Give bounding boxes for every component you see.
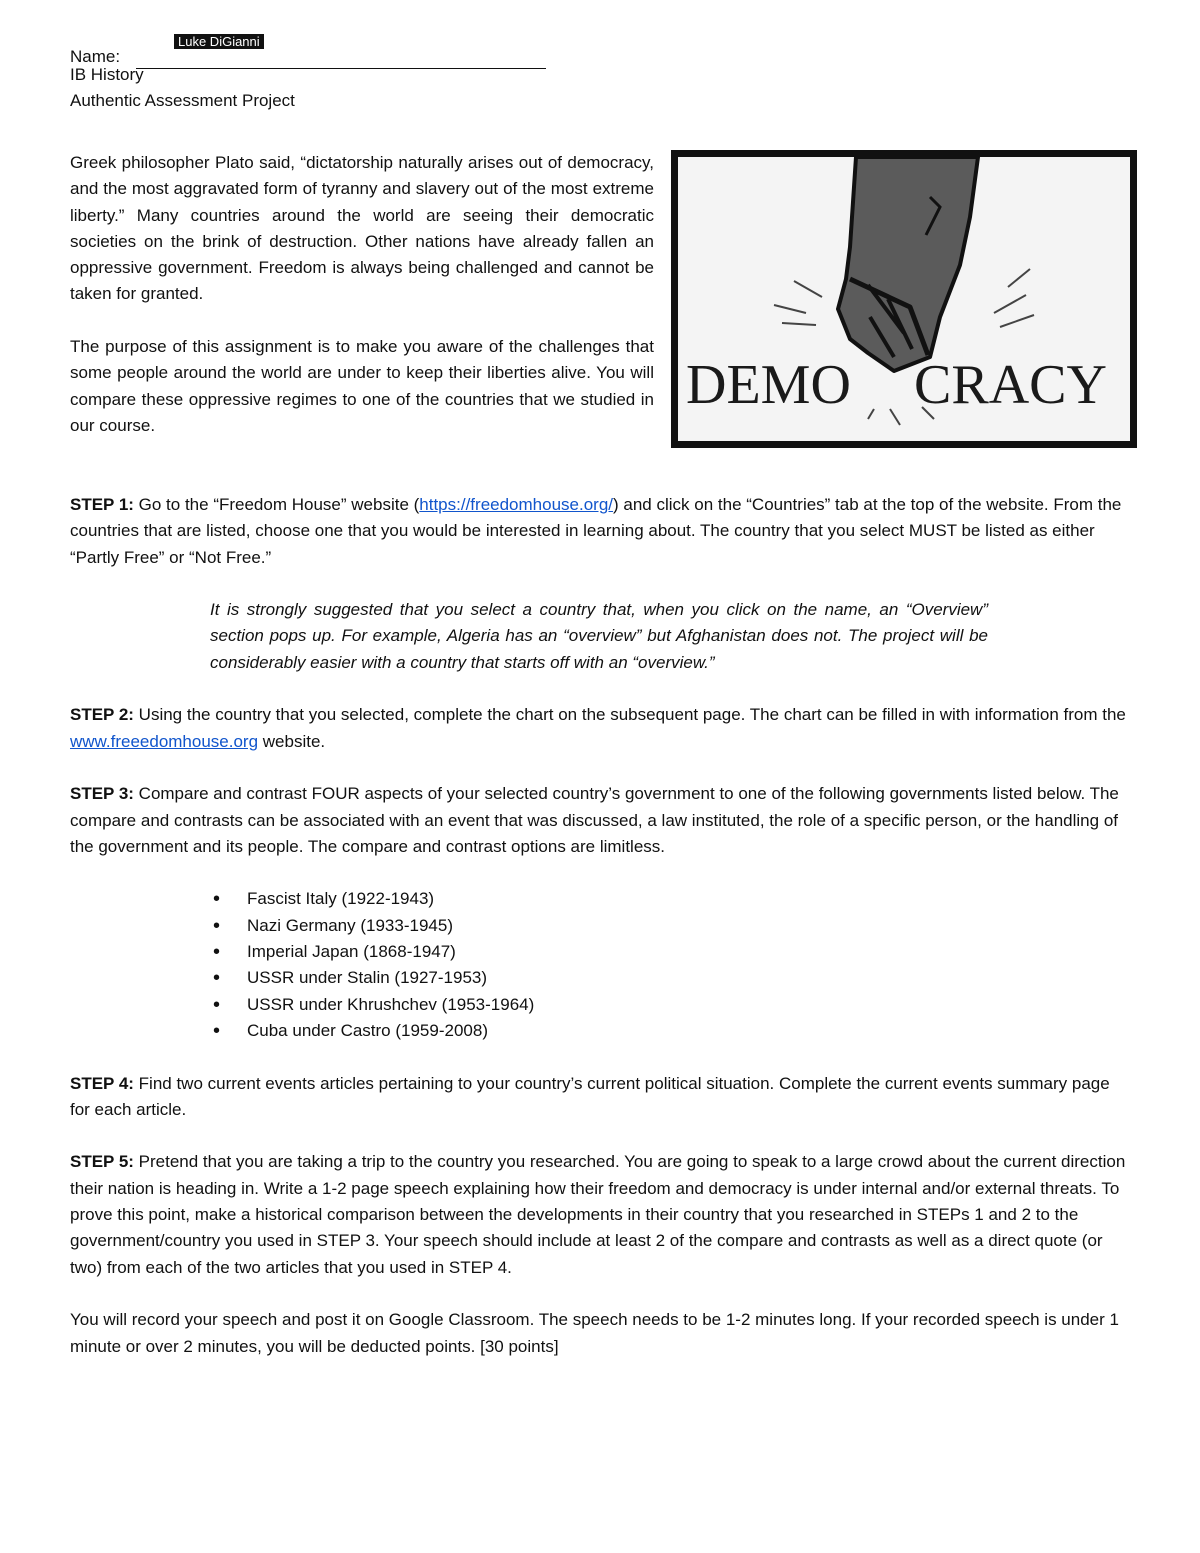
name-underline	[136, 68, 546, 69]
word-cracy: CRACY	[914, 354, 1107, 416]
step5-label: STEP 5:	[70, 1152, 134, 1172]
intro-section	[70, 150, 654, 439]
step3-paragraph	[70, 781, 1130, 860]
step4-text: Find two current events articles pertaining to your country’s current political situation. Complete the current events summary page for each article.	[70, 1073, 1110, 1119]
list-item: • Nazi Germany (1933-1945)	[213, 913, 1130, 939]
step2-text-a: Using the country that you selected, complete the chart on the subsequent page. The chart can be filled in with information from the	[133, 705, 1126, 725]
list-item: • USSR under Khrushchev (1953-1964)	[213, 992, 1130, 1018]
intro-paragraph: Greek philosopher Plato said, “dictatorship naturally arises out of democracy, and the most aggravated form of tyranny and slavery out of the most extreme liberty.” Many countries around the world are seeing their democratic societies on the brink of destruction. Other nations have already fallen an oppressive government. Freedom is always being challenged and cannot be taken for granted.	[70, 153, 654, 304]
closing-paragraph: You will record your speech and post it on Google Classroom. The speech needs to be 1-2 minutes long. If your recorded speech is under 1 minute or over 2 minutes, you will be deducted points. [30 points]	[70, 1310, 1119, 1356]
step2-paragraph	[70, 702, 1130, 755]
step2-text-b: website.	[258, 731, 326, 751]
step5-text: Pretend that you are taking a trip to the country you researched. You are going to speak to a large crowd about the current direction their nation is heading in. Write a 1-2 page speech explaining how their freedom and democracy is under internal and/or external threats. To prove this point, make a historical comparison between the developments in their country that you researched in STEPs 1 and 2 to the government/country you used in STEP 3. Your speech should include at least 2 of the compare and contrasts as well as a direct quote (or two) from each of the two articles that you used in STEP 4.	[70, 1152, 1126, 1277]
step2-label: STEP 2:	[70, 705, 134, 725]
government-options-list	[70, 886, 1130, 1044]
fist-icon	[838, 157, 978, 371]
document-page	[70, 34, 1130, 1356]
name-label: Name:	[70, 47, 121, 66]
step1-text-a: Go to the “Freedom House” website (	[133, 495, 420, 514]
step1-label: STEP 1:	[70, 495, 134, 514]
step5-paragraph	[70, 1149, 1130, 1280]
step4-paragraph	[70, 1071, 1130, 1124]
step1-paragraph	[70, 492, 1130, 571]
step1-note: It is strongly suggested that you select a country that, when you click on the name, an “Overview” section pops up. For example, Algeria has an “overview” but Afghanistan does not. The project will be considerably easier with a country that starts off with an “overview.”	[210, 600, 988, 672]
list-item: • Cuba under Castro (1959-2008)	[213, 1018, 1130, 1044]
step3-label: STEP 3:	[70, 784, 134, 804]
freeedomhouse-link[interactable]: www.freeedomhouse.org	[70, 731, 259, 751]
purpose-paragraph: The purpose of this assignment is to make you aware of the challenges that some people around the world are under to keep their liberties alive. You will compare these oppressive regimes to one of the countries that we studied in our course.	[70, 337, 654, 435]
name-row	[70, 34, 1130, 66]
list-item: • USSR under Stalin (1927-1953)	[213, 965, 1130, 991]
step4-label: STEP 4:	[70, 1073, 134, 1093]
course-title: IB History	[70, 65, 144, 84]
assignment-title: Authentic Assessment Project	[70, 91, 295, 111]
freedomhouse-link[interactable]: https://freedomhouse.org/	[419, 495, 614, 514]
step1-text-b: ) and click on the “Countries” tab at the top of the website. From the countries that are listed, choose one that you would be interested in learning about. The country that you select MUST be listed as either “Partly Free” or “Not Free.”	[70, 495, 1122, 567]
democracy-illustration	[678, 157, 1130, 441]
democracy-image	[671, 150, 1137, 448]
steps-section	[70, 492, 1130, 1360]
list-item: • Imperial Japan (1868-1947)	[213, 939, 1130, 965]
list-item: • Fascist Italy (1922-1943)	[213, 886, 1130, 912]
word-demo: DEMO	[686, 354, 851, 416]
student-name: Luke DiGianni	[174, 34, 264, 49]
step3-text: Compare and contrast FOUR aspects of your selected country’s government to one of the following governments listed below. The compare and contrasts can be associated with an event that was discussed, a law instituted, the role of a specific person, or the handling of the government and its people. The compare and contrast options are limitless.	[70, 784, 1119, 856]
